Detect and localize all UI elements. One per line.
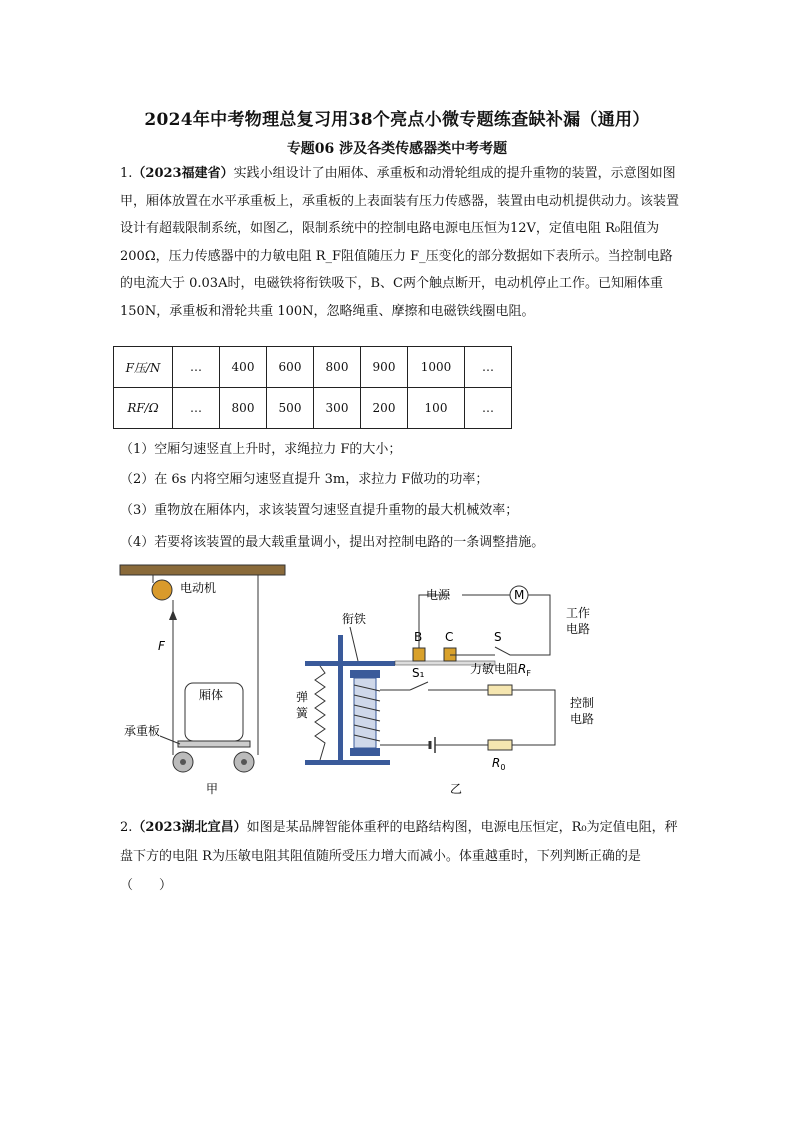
caption-a: 甲	[206, 782, 219, 796]
base-plate	[305, 760, 390, 765]
switch-s-label: S	[494, 630, 502, 644]
load-plate	[178, 741, 250, 747]
table-header-resistance: RF/Ω	[114, 388, 173, 429]
spring-icon	[315, 666, 325, 760]
table-cell: …	[465, 347, 512, 388]
table-cell: 100	[408, 388, 465, 429]
problem-2-number: 2.	[120, 820, 133, 835]
problem-1-figure	[110, 555, 610, 800]
magnet-cap	[350, 670, 380, 678]
power-label: 电源	[426, 588, 451, 602]
switch-s-icon	[495, 647, 510, 655]
problem-2-source: （2023湖北宜昌）	[132, 820, 247, 835]
sensor-label: 力敏电阻$R_F$	[470, 662, 531, 678]
data-table	[113, 346, 512, 429]
box-label: 厢体	[199, 688, 224, 702]
control-circuit-label-1: 控制	[570, 696, 595, 710]
armature-bar	[305, 661, 395, 666]
question-2: （2）在 6s 内将空厢匀速竖直提升 3m，求拉力 F做功的功率；	[120, 472, 489, 487]
r0-resistor-icon	[488, 740, 512, 750]
table-cell: 200	[361, 388, 408, 429]
problem-2-body: 如图是某品牌智能体重秤的电路结构图，电源电压恒定，R₀为定值电阻，秤盘下方的电阻 R为压敏电阻其阻值随所受压力增大而减小。体重越重时，下列判断正确的是（ ）	[120, 820, 678, 893]
table-row	[114, 347, 512, 388]
plate-label: 承重板	[124, 724, 161, 738]
problem-1-number: 1.	[120, 166, 133, 181]
plate-pointer	[160, 736, 180, 744]
pillar	[338, 635, 343, 760]
control-wire-3	[512, 690, 555, 745]
table-cell: 800	[314, 347, 361, 388]
switch-s1-icon	[410, 682, 428, 690]
armature-pointer	[350, 627, 358, 661]
work-circuit-label-2: 电路	[566, 622, 591, 636]
table-cell: …	[173, 347, 220, 388]
table-row	[114, 388, 512, 429]
table-cell: 900	[361, 347, 408, 388]
question-4: （4）若要将该装置的最大载重量调小，提出对控制电路的一条调整措施。	[120, 535, 545, 550]
problem-1-text	[120, 160, 680, 325]
armature-label: 衔铁	[342, 612, 367, 626]
table-cell: 400	[220, 347, 267, 388]
force-label: F	[158, 639, 165, 653]
problem-1-intro: 实践小组设计了由厢体、承重板和动滑轮组成的提升重物的装置，示意图如图甲，厢体放置在水平承重板上，承重板的上表面装有压力传感器，装置由电动机提供动力。该装置设计有超载限制系统，如图乙，限制系统中的控制电路电源电压恒为12V，定值电阻 R₀阻值为 200Ω，压力传感器中的力敏电阻 R_F阻值随压力 F_压变化的部分数据如下表所示。当控制电路的电流大于 0.03A时，电磁铁将衔铁吸下，B、C两个触点断开，电动机停止工作。已知厢体重 150N，承重板和滑轮共重 100N，忽略绳重、摩擦和电磁铁线圈电阻。	[120, 166, 680, 319]
sensor-resistor-icon	[488, 685, 512, 695]
pulley-left-hub	[180, 759, 186, 765]
table-cell: 300	[314, 388, 361, 429]
contact-c-label: C	[445, 630, 454, 644]
work-circuit-label-1: 工作	[566, 606, 591, 620]
magnet-base	[350, 748, 380, 756]
table-cell: 800	[220, 388, 267, 429]
motor-label: 电动机	[180, 581, 217, 595]
contact-b-icon	[413, 648, 425, 661]
motor-icon	[152, 580, 172, 600]
motor-symbol: M	[514, 588, 525, 602]
table-header-force: F压/N	[114, 347, 173, 388]
force-arrow-icon	[169, 610, 177, 620]
page-subtitle: 专题06 涉及各类传感器类中考考题	[286, 141, 508, 157]
pulley-right-hub	[241, 759, 247, 765]
control-circuit-label-2: 电路	[570, 712, 595, 726]
question-1: （1）空厢匀速竖直上升时，求绳拉力 F的大小；	[120, 442, 402, 457]
spring-label-1: 弹	[296, 690, 309, 704]
switch-s1-label: S₁	[412, 666, 425, 680]
table-cell: …	[173, 388, 220, 429]
table-cell: 600	[267, 347, 314, 388]
table-cell: 500	[267, 388, 314, 429]
contact-b-label: B	[414, 630, 423, 644]
problem-1-source: （2023福建省）	[132, 166, 234, 181]
ceiling-beam	[120, 565, 285, 575]
table-cell: 1000	[408, 347, 465, 388]
question-3: （3）重物放在厢体内，求该装置匀速竖直提升重物的最大机械效率；	[120, 503, 519, 518]
page-title: 2024年中考物理总复习用38个亮点小微专题练查缺补漏（通用）	[144, 110, 650, 130]
caption-b: 乙	[450, 782, 463, 796]
problem-2-text	[120, 813, 680, 900]
spring-label-2: 簧	[296, 706, 309, 720]
r0-label: $R_0$	[492, 756, 506, 772]
table-cell: …	[465, 388, 512, 429]
